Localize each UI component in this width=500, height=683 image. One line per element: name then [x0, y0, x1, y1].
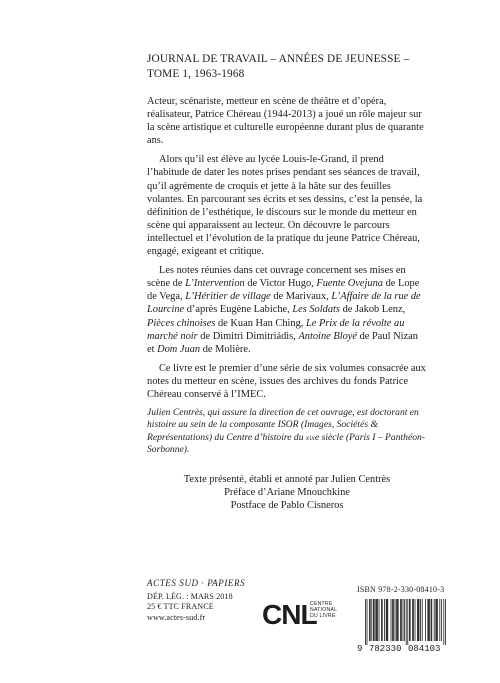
legal-info [147, 592, 257, 623]
century-numeral: xix [305, 433, 315, 442]
credit-postface: Postface de Pablo Cisneros [230, 499, 344, 511]
blurb-column [147, 52, 427, 512]
barcode-digits-right: 084103 [408, 644, 441, 653]
website-link[interactable]: www.actes-sud.fr [147, 612, 206, 622]
credit-editor: Texte présenté, établi et annoté par Julien Centrès [183, 473, 391, 485]
title-line-2: TOME 1, 1963-1968 [147, 67, 245, 80]
cnl-logo [262, 597, 336, 637]
barcode [357, 599, 449, 653]
contributors-credits [147, 473, 427, 512]
paragraph-intro: Acteur, scénariste, metteur en scène de théâtre et d’opéra, réalisateur, Patrice Chéreau (1944-2013) a joué un rôle majeur sur la scène artistique et culturelle européenne durant plus de quarante ans. [147, 96, 424, 147]
publisher-logo: ACTES SUD · PAPIERS [147, 578, 246, 588]
price: 25 € TTC FRANCE [147, 602, 214, 612]
play-title: Les Soldats [292, 304, 340, 316]
editor-bio: Julien Centrès, qui assure la direction de cet ouvrage, est doctorant en histoire au sein de la composante ISOR (Images, Sociétés & Représentations) du Centre d’histoire du xixe siècle (Paris I – Panthéon-Sorbonne). [147, 407, 425, 456]
paragraph-series: Ce livre est le premier d’une série de six volumes consacrée aux notes du metteur en scène, issues des archives du fonds Patrice Chéreau conservé à l’IMEC. [147, 362, 426, 400]
title-line-1: JOURNAL DE TRAVAIL – ANNÉES DE JEUNESSE – [147, 53, 410, 65]
paragraph-productions: Les notes réunies dans cet ouvrage concernent ses mises en scène de L’Intervention de Victor Hugo, Fuente Ovejuna de Lope de Vega, L’Héritier de village de Marivaux, L’Affaire de la rue de Lourcine d’après Eugène Labiche, Les Soldats de Jakob Lenz, Pièces chinoises de Kuan Han Ching, Le Prix de la révolte au marché noir de Dimitri Dimitriádis, Antoine Bloyé de Paul Nizan et Dom Juan de Molière. [147, 265, 421, 355]
legal-deposit: DÉP. LÉG. : MARS 2018 [147, 592, 233, 601]
play-title: Le Prix de la révolte au marché noir [147, 317, 405, 342]
barcode-digits-left: 782330 [369, 644, 402, 653]
publisher-info [147, 578, 257, 623]
cnl-name: CENTRE NATIONAL DU LIVRE [310, 601, 338, 620]
play-title: Fuente Ovejuna [316, 278, 383, 290]
credit-preface: Préface d’Ariane Mnouchkine [224, 486, 350, 498]
play-title: Pièces chinoises [147, 317, 216, 329]
cnl-letters: CNL [262, 599, 317, 630]
paragraph-notes-origin: Alors qu’il est élève au lycée Louis-le-Grand, il prend l’habitude de dater les notes prises pendant ses séances de travail, qu’il agrémente de croquis et jette à la hâte sur des feuilles volantes. En parcourant ses écrits et ses dessins, c’est la pensée, la définition de l’esthétique, le discours sur le monde du metteur en scène qui apparaissent au lecteur. On découvre le parcours intellectuel et l’évolution de la pratique du jeune Patrice Chéreau, engagé, exigeant et critique. [147, 154, 423, 258]
play-title: L’Héritier de village [185, 291, 271, 303]
play-title: L’Affaire de la rue de Lourcine [147, 291, 421, 316]
play-title: L’Intervention [185, 278, 245, 290]
barcode-first-digit: 9 [357, 644, 363, 653]
book-title [147, 52, 427, 81]
isbn-block [357, 585, 447, 653]
play-title: Dom Juan [157, 343, 201, 355]
barcode-bars [365, 599, 446, 645]
isbn-number: ISBN 978-2-330-08410-3 [357, 585, 445, 594]
play-title: Antoine Bloyé [298, 330, 358, 342]
